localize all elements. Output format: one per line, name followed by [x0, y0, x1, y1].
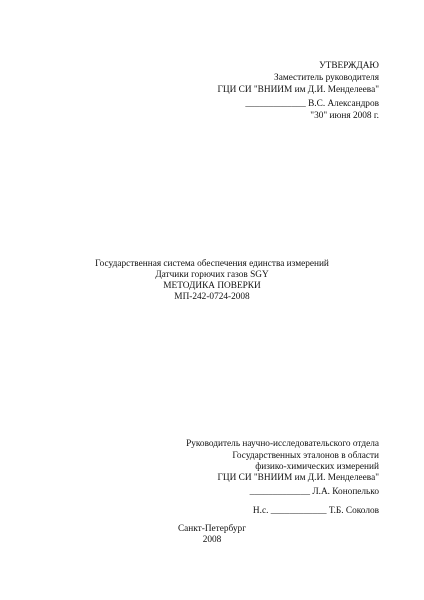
approval-organization: ГЦИ СИ "ВНИИМ им Д.И. Менделеева" — [217, 85, 379, 95]
approval-heading: УТВЕРЖДАЮ — [319, 61, 379, 71]
document-type: МЕТОДИКА ПОВЕРКИ — [163, 281, 261, 291]
signoff-organization: ГЦИ СИ "ВНИИМ им Д.И. Менделеева" — [217, 473, 379, 483]
approval-date: "30" июня 2008 г. — [310, 111, 379, 121]
signoff-signature2: Н.с. ____________ Т.Б. Соколов — [252, 506, 379, 516]
approval-position: Заместитель руководителя — [274, 73, 379, 83]
signoff-role-line3: физико-химических измерений — [255, 462, 379, 472]
subject-title: Датчики горючих газов SGY — [155, 270, 269, 280]
approval-signature: _____________ В.С. Александров — [245, 99, 379, 109]
signoff-signature1: _____________ Л.А. Конопелько — [249, 487, 379, 497]
document-number: МП-242-0724-2008 — [174, 292, 250, 302]
signoff-role-line2: Государственных эталонов в области — [232, 451, 379, 461]
system-title: Государственная система обеспечения единства измерений — [95, 259, 329, 269]
footer-city: Санкт-Петербург — [177, 524, 247, 534]
footer-year: 2008 — [202, 535, 222, 545]
signoff-role-line1: Руководитель научно-исследовательского отдела — [186, 439, 379, 449]
